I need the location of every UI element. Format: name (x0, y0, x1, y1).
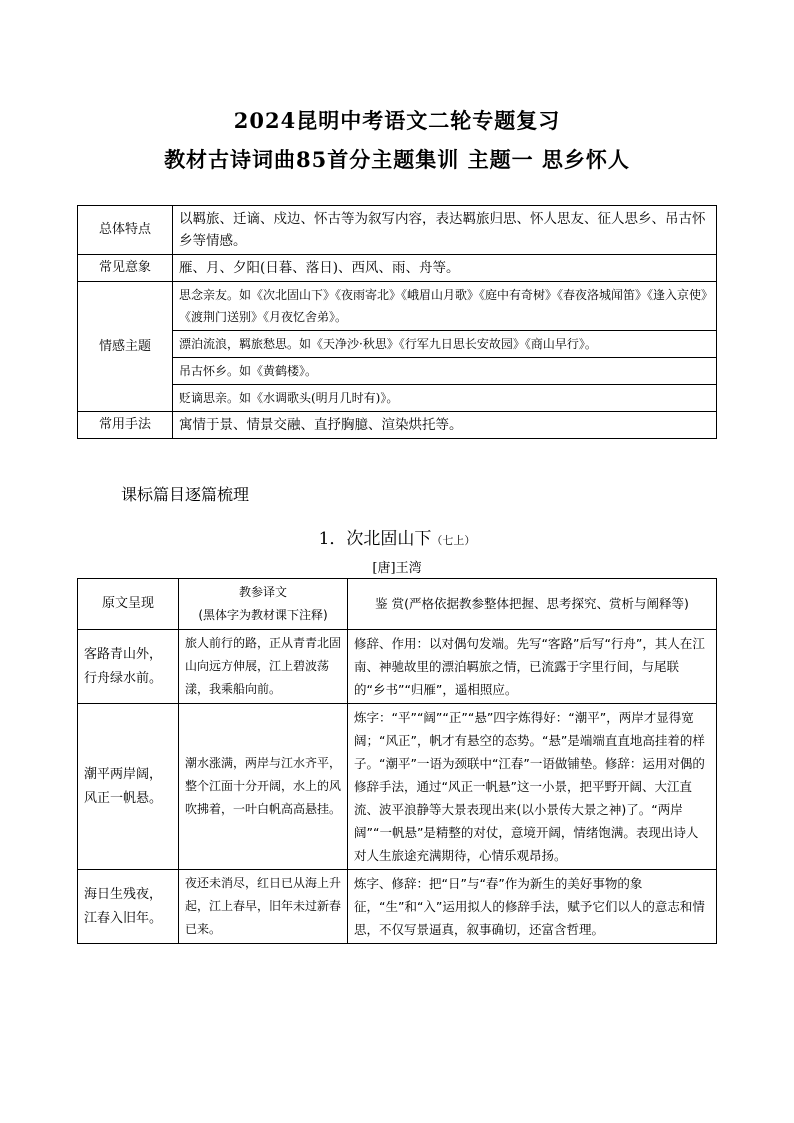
document-title-line1: 2024昆明中考语文二轮专题复习 (233, 108, 561, 133)
poem-analysis-table (77, 578, 717, 944)
imagery-text: 雁、月、夕阳(日暮、落日)、西风、雨、舟等。 (173, 255, 717, 282)
analysis-text: 炼字、修辞：把“日”与“春”作为新生的美好事物的象征，“生”和“入”运用拟人的修辞手法，赋予它们以人的意志和情思，不仅写景逼真，叙事确切，还富含哲理。 (348, 870, 717, 944)
original-header: 原文呈现 (78, 579, 179, 630)
table-row (78, 282, 717, 331)
emotion-item: 贬谪思亲。如《水调歌头(明月几时有)》。 (173, 385, 717, 412)
translation-header-line2: (黑体字为教材课下注释) (198, 608, 328, 622)
translation-text: 夜还未消尽，红日已从海上升起，江上春早，旧年未过新春已来。 (179, 870, 348, 944)
emotion-item: 漂泊流浪，羁旅愁思。如《天净沙·秋思》《行军九日思长安故园》《商山早行》。 (173, 331, 717, 358)
table-row (78, 412, 717, 439)
table-row (78, 331, 717, 358)
features-label: 总体特点 (78, 206, 173, 255)
analysis-text: 修辞、作用：以对偶句发端。先写“客路”后写“行舟”，其人在江南、神驰故里的漂泊羁旅之情，已流露于字里行间，与尾联的“乡书”“归雁”，遥相照应。 (348, 630, 717, 704)
poem-author: [唐]王湾 (372, 561, 422, 576)
original-text: 海日生残夜，江春入旧年。 (78, 870, 179, 944)
translation-header (179, 579, 348, 630)
table-row (78, 870, 717, 944)
theme-summary-table (77, 205, 717, 439)
analysis-text: 炼字：“平”“阔”“正”“悬”四字炼得好：“潮平”，两岸才显得宽阔；“风正”，帆才有悬空的态势。“悬”是端端直直地高挂着的样子。“潮平”一语为颈联中“江春”一语做铺垫。修辞：运用对偶的修辞手法，通过“风正一帆悬”这一小景，把平野开阔、大江直流、波平浪静等大景表现出来(以小景传大景之神)了。“两岸阔”“一帆悬”是精整的对仗，意境开阔，情绪饱满。表现出诗人对人生旅途充满期待，心情乐观昂扬。 (348, 704, 717, 870)
document-title-line2: 教材古诗词曲85首分主题集训 主题一 思乡怀人 (164, 147, 630, 172)
emotion-item: 思念亲友。如《次北固山下》《夜雨寄北》《峨眉山月歌》《庭中有奇树》《春夜洛城闻笛》《逢入京使》《渡荆门送别》《月夜忆舍弟》。 (173, 282, 717, 331)
section-heading: 课标篇目逐篇梳理 (121, 485, 250, 504)
table-row (78, 255, 717, 282)
table-row (78, 385, 717, 412)
translation-text: 潮水涨满，两岸与江水齐平，整个江面十分开阔，水上的风吹拂着，一叶白帆高高悬挂。 (179, 704, 348, 870)
original-text: 客路青山外，行舟绿水前。 (78, 630, 179, 704)
poem-grade: （七上） (431, 534, 476, 547)
poem-title-text: 1．次北固山下 (318, 529, 432, 549)
translation-text: 旅人前行的路，正从青青北固山向远方伸展，江上碧波荡漾，我乘船向前。 (179, 630, 348, 704)
table-row (78, 630, 717, 704)
table-row (78, 704, 717, 870)
table-row (78, 206, 717, 255)
imagery-label: 常见意象 (78, 255, 173, 282)
analysis-header: 鉴 赏(严格依据教参整体把握、思考探究、赏析与阐释等) (348, 579, 717, 630)
poem-title (0, 524, 794, 549)
original-text: 潮平两岸阔，风正一帆悬。 (78, 704, 179, 870)
table-header-row (78, 579, 717, 630)
emotion-item: 吊古怀乡。如《黄鹤楼》。 (173, 358, 717, 385)
translation-header-line1: 教参译文 (238, 585, 287, 599)
features-text: 以羁旅、迁谪、戍边、怀古等为叙写内容，表达羁旅归思、怀人思友、征人思乡、吊古怀乡等情感。 (173, 206, 717, 255)
table-row (78, 358, 717, 385)
emotion-label: 情感主题 (78, 282, 173, 412)
technique-label: 常用手法 (78, 412, 173, 439)
technique-text: 寓情于景、情景交融、直抒胸臆、渲染烘托等。 (173, 412, 717, 439)
